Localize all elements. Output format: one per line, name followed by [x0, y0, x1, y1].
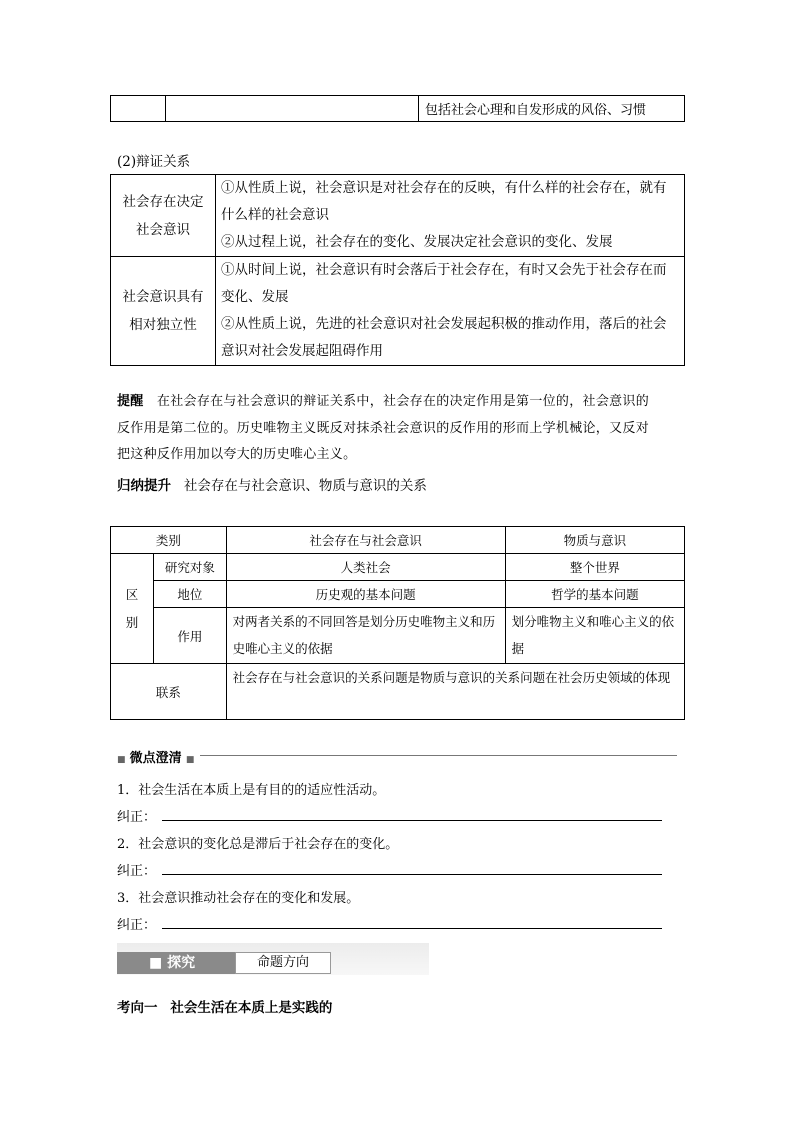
row-label: 社会存在决定社会意识: [111, 175, 216, 257]
square-icon: ■: [117, 755, 126, 765]
correction-label-3: 纠正：: [117, 918, 157, 933]
direction-heading: 考向一 社会生活在本质上是实践的: [117, 1000, 333, 1016]
table-row: [111, 257, 685, 366]
top-table: [110, 95, 685, 122]
banner: [117, 943, 429, 975]
header-col-b: 物质与意识: [505, 527, 684, 554]
cell-a: 历史观的基本问题: [226, 581, 505, 608]
link-label: 联系: [111, 664, 227, 720]
header-col-a: 社会存在与社会意识: [226, 527, 505, 554]
top-table-cell-3: 包括社会心理和自发形成的风俗、习惯: [419, 96, 685, 122]
section-heading: (2)辩证关系: [117, 154, 191, 170]
clarify-statement-2: 2．社会意识的变化总是滞后于社会存在的变化。: [117, 837, 399, 852]
header-category: 类别: [111, 527, 227, 554]
correction-label-1: 纠正：: [117, 810, 157, 825]
cell-b: 划分唯物主义和唯心主义的依据: [505, 608, 684, 664]
square-icon: ■: [185, 755, 195, 765]
clarify-title: ■ 微点澄清 ■: [117, 751, 195, 766]
row-label: 社会意识具有相对独立性: [111, 257, 216, 366]
cell-a: 对两者关系的不同回答是划分历史唯物主义和历史唯心主义的依据: [226, 608, 505, 664]
row-name: 作用: [154, 608, 227, 664]
table-row: [111, 175, 685, 257]
tip-label: 提醒: [117, 394, 144, 409]
top-table-cell-1: [111, 96, 166, 122]
clarify-divider: [200, 755, 677, 756]
clarify-statement-1: 1．社会生活在本质上是有目的的适应性活动。: [117, 783, 386, 798]
row-name: 研究对象: [154, 554, 227, 581]
tip-paragraph: 提醒 在社会存在与社会意识的辩证关系中，社会存在的决定作用是第一位的，社会意识的 反作用是第二位的。历史唯物主义既反对抹杀社会意识的反作用的形而上学机械论，又反对 把这种反作用加以夸大的历史唯心主义。: [117, 394, 650, 462]
diff-label: 区别: [111, 554, 154, 664]
link-text: 社会存在与社会意识的关系问题是物质与意识的关系问题在社会历史领域的体现: [226, 664, 684, 720]
comparison-table: [110, 526, 685, 720]
summary-heading: 归纳提升 社会存在与社会意识、物质与意识的关系: [117, 478, 427, 494]
answer-line-1[interactable]: [162, 820, 662, 821]
cell-a: 人类社会: [226, 554, 505, 581]
banner-direction: 命题方向: [235, 952, 331, 974]
dialectic-table: [110, 174, 685, 366]
correction-label-2: 纠正：: [117, 864, 157, 879]
row-name: 地位: [154, 581, 227, 608]
banner-explore: ■ 探究: [117, 952, 235, 974]
cell-b: 哲学的基本问题: [505, 581, 684, 608]
answer-line-3[interactable]: [162, 928, 662, 929]
top-table-cell-2: [166, 96, 419, 122]
row-content: ①从性质上说，社会意识是对社会存在的反映，有什么样的社会存在，就有 什么样的社会意识 ②从过程上说，社会存在的变化、发展决定社会意识的变化、发展: [216, 175, 685, 257]
answer-line-2[interactable]: [162, 874, 662, 875]
clarify-statement-3: 3．社会意识推动社会存在的变化和发展。: [117, 891, 360, 906]
cell-b: 整个世界: [505, 554, 684, 581]
row-content: ①从时间上说，社会意识有时会落后于社会存在，有时又会先于社会存在而 变化、发展 ②从性质上说，先进的社会意识对社会发展起积极的推动作用，落后的社会 意识对社会发展起阻碍作用: [216, 257, 685, 366]
